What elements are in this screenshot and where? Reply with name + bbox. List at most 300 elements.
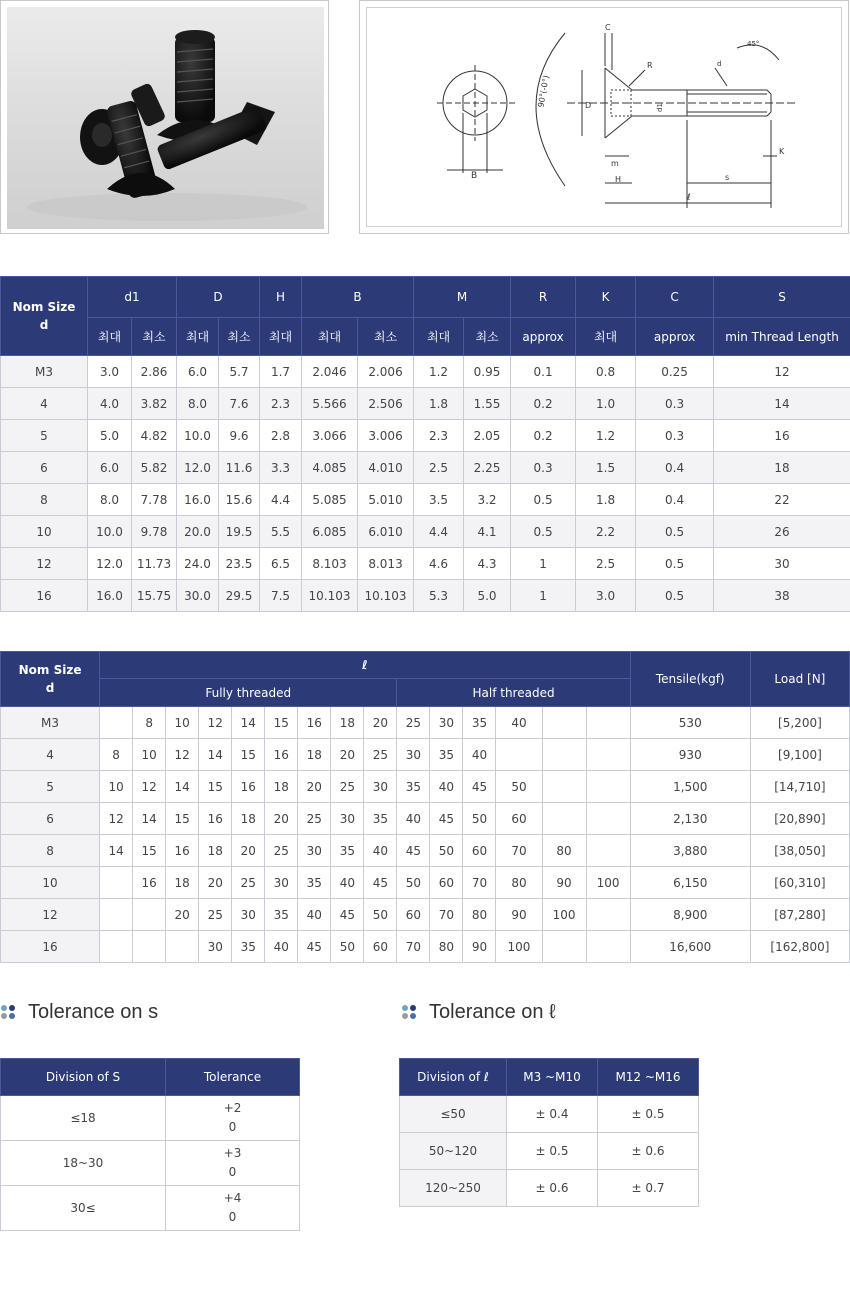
table-cell: 12.0 xyxy=(177,452,219,484)
table-cell: 0.95 xyxy=(464,356,511,388)
label-c: C xyxy=(605,23,611,32)
division-cell: 30≤ xyxy=(1,1186,166,1231)
table-cell: 3.0 xyxy=(88,356,132,388)
table-cell: 11.6 xyxy=(219,452,260,484)
table-cell: 10.0 xyxy=(88,516,132,548)
table-cell: 35 xyxy=(430,739,463,771)
table-cell: 14 xyxy=(232,707,265,739)
table-cell: ± 0.7 xyxy=(598,1170,699,1207)
table-cell: 20 xyxy=(199,867,232,899)
table-cell: 25 xyxy=(331,771,364,803)
table-row xyxy=(1,516,850,548)
table-cell: 2.3 xyxy=(414,420,464,452)
table-cell: 0.5 xyxy=(511,516,576,548)
table-cell: 3.5 xyxy=(414,484,464,516)
table-cell: 80 xyxy=(496,867,542,899)
table-cell: 1 xyxy=(511,548,576,580)
table-cell: 50 xyxy=(364,899,397,931)
tolerance-cell xyxy=(166,1141,300,1186)
table-cell: 4.82 xyxy=(132,420,177,452)
tolerance-cell xyxy=(166,1186,300,1231)
header-nom-size: Nom Size d xyxy=(1,277,88,356)
label-s: s xyxy=(725,173,730,182)
table-cell: 30 xyxy=(232,899,265,931)
tolerance-l-body xyxy=(400,1096,699,1207)
table-cell: 8,900 xyxy=(630,899,750,931)
table-cell: 5.5 xyxy=(260,516,302,548)
table-cell: 25 xyxy=(298,803,331,835)
table-cell: 8.013 xyxy=(358,548,414,580)
table-cell: 25 xyxy=(232,867,265,899)
table-cell: 20 xyxy=(298,771,331,803)
tolerance-l-title xyxy=(402,1001,556,1024)
table-cell xyxy=(586,803,630,835)
table-cell: 4.010 xyxy=(358,452,414,484)
table-cell: 2.006 xyxy=(358,356,414,388)
label-ell: ℓ xyxy=(687,193,691,203)
row-label: 12 xyxy=(1,548,88,580)
table-cell: 3.066 xyxy=(302,420,358,452)
table-cell: 60 xyxy=(496,803,542,835)
table-cell: 18 xyxy=(166,867,199,899)
table-cell: 45 xyxy=(364,867,397,899)
table-cell: 20 xyxy=(331,739,364,771)
table-cell: ± 0.4 xyxy=(507,1096,598,1133)
label-k: K xyxy=(779,147,785,156)
table-cell: 5.566 xyxy=(302,388,358,420)
table-cell: 45 xyxy=(331,899,364,931)
table-cell xyxy=(100,899,133,931)
table-cell: 60 xyxy=(364,931,397,963)
table-cell: 25 xyxy=(265,835,298,867)
row-label: ≤50 xyxy=(400,1096,507,1133)
table-cell: 25 xyxy=(397,707,430,739)
table-cell: 30.0 xyxy=(177,580,219,612)
table-cell: 45 xyxy=(430,803,463,835)
table-cell: 1.7 xyxy=(260,356,302,388)
table-cell: 2.5 xyxy=(576,548,636,580)
dimension-table-body xyxy=(1,356,850,612)
row-label: 5 xyxy=(1,771,100,803)
table-cell: 16 xyxy=(199,803,232,835)
table-cell xyxy=(586,899,630,931)
division-cell: 18~30 xyxy=(1,1141,166,1186)
bullet-icon xyxy=(402,1005,417,1020)
table-cell: 4.4 xyxy=(414,516,464,548)
table-cell: 4.6 xyxy=(414,548,464,580)
row-label: 8 xyxy=(1,484,88,516)
bolt-dimension-drawing xyxy=(367,8,843,228)
row-label: 6 xyxy=(1,803,100,835)
header-r: R xyxy=(511,277,576,318)
table-cell: 6.5 xyxy=(260,548,302,580)
table-cell: ± 0.5 xyxy=(507,1133,598,1170)
table-cell: 14 xyxy=(100,835,133,867)
table-cell: 30 xyxy=(397,739,430,771)
header-k: K xyxy=(576,277,636,318)
table-cell: 5.7 xyxy=(219,356,260,388)
table-cell: 16 xyxy=(232,771,265,803)
table-cell: 0.5 xyxy=(636,548,714,580)
row-label: 4 xyxy=(1,739,100,771)
table-cell: 6.010 xyxy=(358,516,414,548)
table-cell: 50 xyxy=(331,931,364,963)
row-label: 10 xyxy=(1,867,100,899)
table-cell xyxy=(586,835,630,867)
table-cell: 11.73 xyxy=(132,548,177,580)
table-cell: 10 xyxy=(166,707,199,739)
label-d1: d1 xyxy=(656,103,664,112)
table-cell: 4.1 xyxy=(464,516,511,548)
table-cell: 1.5 xyxy=(576,452,636,484)
table-cell: 2.8 xyxy=(260,420,302,452)
label-angle-head: 90°(-0°) xyxy=(536,74,551,109)
table-cell: 40 xyxy=(463,739,496,771)
table-cell: 4.3 xyxy=(464,548,511,580)
table-row xyxy=(1,803,850,835)
table-cell: 20 xyxy=(364,707,397,739)
table-cell: 2.05 xyxy=(464,420,511,452)
tolerance-upper: +3 xyxy=(223,1146,242,1160)
table-cell xyxy=(542,931,586,963)
table-cell: 2.86 xyxy=(132,356,177,388)
table-cell: 2.5 xyxy=(414,452,464,484)
tolerance-s-body xyxy=(1,1096,300,1231)
table-cell: 26 xyxy=(714,516,850,548)
table-cell: 18 xyxy=(265,771,298,803)
table-cell: 14 xyxy=(199,739,232,771)
table-row xyxy=(1,739,850,771)
table-cell: 90 xyxy=(542,867,586,899)
table-cell: 0.5 xyxy=(636,580,714,612)
table-cell: 16.0 xyxy=(88,580,132,612)
table-cell: 6.0 xyxy=(88,452,132,484)
table-cell: 18 xyxy=(199,835,232,867)
table-cell: 70 xyxy=(496,835,542,867)
table-cell: 30 xyxy=(714,548,850,580)
tolerance-l-title-text: Tolerance on ℓ xyxy=(429,1001,556,1023)
row-label: 8 xyxy=(1,835,100,867)
subheader: 최대 xyxy=(88,318,132,356)
table-cell: 14 xyxy=(714,388,850,420)
table-cell: 5.0 xyxy=(464,580,511,612)
table-cell xyxy=(542,803,586,835)
table-cell xyxy=(133,899,166,931)
subheader: 최소 xyxy=(464,318,511,356)
table-cell: 6.085 xyxy=(302,516,358,548)
table-cell: 38 xyxy=(714,580,850,612)
table-cell: 10 xyxy=(133,739,166,771)
table-cell: 18 xyxy=(298,739,331,771)
table-cell: 1.2 xyxy=(576,420,636,452)
header-c: C xyxy=(636,277,714,318)
table-cell: [5,200] xyxy=(750,707,849,739)
table-cell xyxy=(586,707,630,739)
table-cell: ± 0.5 xyxy=(598,1096,699,1133)
table-cell: [20,890] xyxy=(750,803,849,835)
table-cell: 16 xyxy=(714,420,850,452)
bolts-photo-illustration xyxy=(7,7,324,229)
length-table xyxy=(0,651,850,963)
table-cell: 12 xyxy=(714,356,850,388)
subheader: min Thread Length xyxy=(714,318,850,356)
table-cell: 15 xyxy=(166,803,199,835)
table-cell: 18 xyxy=(232,803,265,835)
table-cell: 24.0 xyxy=(177,548,219,580)
subheader: 최대 xyxy=(576,318,636,356)
label-angle-chamfer: 45° xyxy=(747,40,760,48)
tolerance-s-title-text: Tolerance on s xyxy=(28,1001,159,1023)
table-cell: 6,150 xyxy=(630,867,750,899)
table-cell: 19.5 xyxy=(219,516,260,548)
table-cell: 0.5 xyxy=(511,484,576,516)
technical-drawing-panel xyxy=(359,0,849,234)
subheader: 최소 xyxy=(219,318,260,356)
header-fully-threaded: Fully threaded xyxy=(100,679,397,707)
table-cell xyxy=(166,931,199,963)
table-cell: 5.0 xyxy=(88,420,132,452)
subheader: 최소 xyxy=(358,318,414,356)
row-label: M3 xyxy=(1,356,88,388)
product-photo xyxy=(7,7,324,229)
table-cell: 30 xyxy=(199,931,232,963)
table-cell: 30 xyxy=(298,835,331,867)
table-cell: 16 xyxy=(298,707,331,739)
table-cell: 15.75 xyxy=(132,580,177,612)
table-cell: 16 xyxy=(166,835,199,867)
table-cell: 45 xyxy=(397,835,430,867)
table-cell: 0.1 xyxy=(511,356,576,388)
table-cell: 1,500 xyxy=(630,771,750,803)
row-label: 4 xyxy=(1,388,88,420)
table-row xyxy=(1,356,850,388)
table-cell: 2.2 xyxy=(576,516,636,548)
table-cell: 8.0 xyxy=(177,388,219,420)
table-cell: 0.3 xyxy=(636,420,714,452)
tolerance-lower: 0 xyxy=(228,1210,237,1224)
label-big-d: D xyxy=(585,101,592,110)
technical-drawing xyxy=(366,7,842,227)
table-cell: 12 xyxy=(133,771,166,803)
table-cell: ± 0.6 xyxy=(507,1170,598,1207)
table-row xyxy=(1,931,850,963)
table-cell: 15 xyxy=(199,771,232,803)
table-cell xyxy=(542,771,586,803)
table-cell: 40 xyxy=(364,835,397,867)
table-cell: 60 xyxy=(463,835,496,867)
table-cell: 5.82 xyxy=(132,452,177,484)
label-m: m xyxy=(611,159,619,168)
table-cell xyxy=(100,931,133,963)
table-row xyxy=(1,867,850,899)
header-division-s: Division of S xyxy=(1,1059,166,1096)
row-label: 12 xyxy=(1,899,100,931)
table-row xyxy=(400,1133,699,1170)
table-cell: 5.010 xyxy=(358,484,414,516)
table-cell: 0.4 xyxy=(636,484,714,516)
table-cell: [14,710] xyxy=(750,771,849,803)
table-cell: 10.0 xyxy=(177,420,219,452)
table-cell: 30 xyxy=(265,867,298,899)
table-cell xyxy=(542,739,586,771)
label-h: H xyxy=(615,175,622,184)
row-label: 50~120 xyxy=(400,1133,507,1170)
table-row xyxy=(1,420,850,452)
header-big-d: D xyxy=(177,277,260,318)
table-cell: 29.5 xyxy=(219,580,260,612)
dimension-table xyxy=(0,276,850,612)
table-row xyxy=(1,452,850,484)
table-cell: 70 xyxy=(463,867,496,899)
table-cell: 15 xyxy=(265,707,298,739)
header-s: S xyxy=(714,277,850,318)
table-cell: 1.0 xyxy=(576,388,636,420)
header-tensile: Tensile(kgf) xyxy=(630,652,750,707)
table-cell: 10.103 xyxy=(358,580,414,612)
table-cell: 60 xyxy=(430,867,463,899)
table-row xyxy=(1,484,850,516)
table-cell xyxy=(542,707,586,739)
header-tolerance: Tolerance xyxy=(166,1059,300,1096)
table-cell xyxy=(100,707,133,739)
table-cell: 35 xyxy=(298,867,331,899)
product-photo-panel xyxy=(0,0,329,234)
table-cell: 100 xyxy=(586,867,630,899)
table-cell: 12 xyxy=(199,707,232,739)
tolerance-s-title xyxy=(1,1001,158,1024)
table-row xyxy=(1,1096,300,1141)
tolerance-cell xyxy=(166,1096,300,1141)
table-cell: 22 xyxy=(714,484,850,516)
table-cell: 0.3 xyxy=(511,452,576,484)
table-cell: 1 xyxy=(511,580,576,612)
length-table-body xyxy=(1,707,850,963)
table-cell: 9.6 xyxy=(219,420,260,452)
table-cell xyxy=(496,739,542,771)
table-cell xyxy=(100,867,133,899)
table-cell: 80 xyxy=(463,899,496,931)
table-cell: 23.5 xyxy=(219,548,260,580)
row-label: 16 xyxy=(1,580,88,612)
table-cell: 70 xyxy=(430,899,463,931)
table-cell: 0.2 xyxy=(511,420,576,452)
table-cell: 3.2 xyxy=(464,484,511,516)
table-cell: 0.2 xyxy=(511,388,576,420)
row-label: 16 xyxy=(1,931,100,963)
tolerance-lower: 0 xyxy=(228,1120,237,1134)
table-cell: 90 xyxy=(496,899,542,931)
table-cell: 50 xyxy=(463,803,496,835)
table-cell: 10 xyxy=(100,771,133,803)
table-cell: 0.5 xyxy=(636,516,714,548)
table-cell: 30 xyxy=(331,803,364,835)
table-cell: 2,130 xyxy=(630,803,750,835)
label-r: R xyxy=(647,61,653,70)
table-cell: [38,050] xyxy=(750,835,849,867)
division-cell: ≤18 xyxy=(1,1096,166,1141)
subheader: approx xyxy=(511,318,576,356)
table-row xyxy=(1,1186,300,1231)
subheader: 최대 xyxy=(414,318,464,356)
table-cell: 6.0 xyxy=(177,356,219,388)
table-cell: 35 xyxy=(265,899,298,931)
table-cell: 12 xyxy=(166,739,199,771)
bullet-icon xyxy=(1,1005,16,1020)
table-cell: 930 xyxy=(630,739,750,771)
table-cell: 25 xyxy=(199,899,232,931)
table-cell: 8.103 xyxy=(302,548,358,580)
table-cell: 16.0 xyxy=(177,484,219,516)
table-cell: 70 xyxy=(397,931,430,963)
table-cell: 20.0 xyxy=(177,516,219,548)
header-m3-m10: M3 ~M10 xyxy=(507,1059,598,1096)
table-cell: 80 xyxy=(430,931,463,963)
table-cell: 45 xyxy=(463,771,496,803)
table-cell: 3,880 xyxy=(630,835,750,867)
table-cell: 35 xyxy=(463,707,496,739)
table-cell xyxy=(586,771,630,803)
tolerance-upper: +4 xyxy=(223,1191,242,1205)
table-cell: 40 xyxy=(331,867,364,899)
tolerance-lower: 0 xyxy=(228,1165,237,1179)
table-cell: 60 xyxy=(397,899,430,931)
header-m: M xyxy=(414,277,511,318)
table-cell: [87,280] xyxy=(750,899,849,931)
table-cell: 3.0 xyxy=(576,580,636,612)
table-cell: 1.2 xyxy=(414,356,464,388)
subheader: 최소 xyxy=(132,318,177,356)
table-cell: 90 xyxy=(463,931,496,963)
table-cell: 4.0 xyxy=(88,388,132,420)
row-label: 5 xyxy=(1,420,88,452)
label-b: B xyxy=(471,171,478,181)
table-cell: 14 xyxy=(166,771,199,803)
table-cell: 40 xyxy=(265,931,298,963)
table-cell: 1.55 xyxy=(464,388,511,420)
table-cell: ± 0.6 xyxy=(598,1133,699,1170)
table-cell: 40 xyxy=(496,707,542,739)
header-b: B xyxy=(302,277,414,318)
header-d1: d1 xyxy=(88,277,177,318)
table-cell: 530 xyxy=(630,707,750,739)
row-label: 120~250 xyxy=(400,1170,507,1207)
table-cell: 12.0 xyxy=(88,548,132,580)
table-cell: 45 xyxy=(298,931,331,963)
table-cell: [162,800] xyxy=(750,931,849,963)
table-cell: 15.6 xyxy=(219,484,260,516)
table-cell: 2.25 xyxy=(464,452,511,484)
table-row xyxy=(1,899,850,931)
header-h: H xyxy=(260,277,302,318)
table-cell: 3.006 xyxy=(358,420,414,452)
table-row xyxy=(1,1141,300,1186)
table-cell: 15 xyxy=(133,835,166,867)
table-cell: 12 xyxy=(100,803,133,835)
table-cell: 16 xyxy=(265,739,298,771)
table-cell: 5.085 xyxy=(302,484,358,516)
table-cell: 0.3 xyxy=(636,388,714,420)
table-cell: 20 xyxy=(232,835,265,867)
header-m12-m16: M12 ~M16 xyxy=(598,1059,699,1096)
table-cell: 50 xyxy=(397,867,430,899)
table-cell: 100 xyxy=(496,931,542,963)
table-cell: 3.3 xyxy=(260,452,302,484)
table-cell: [9,100] xyxy=(750,739,849,771)
table-cell: 7.5 xyxy=(260,580,302,612)
table-cell: 35 xyxy=(397,771,430,803)
table-cell: 80 xyxy=(542,835,586,867)
row-label: 10 xyxy=(1,516,88,548)
